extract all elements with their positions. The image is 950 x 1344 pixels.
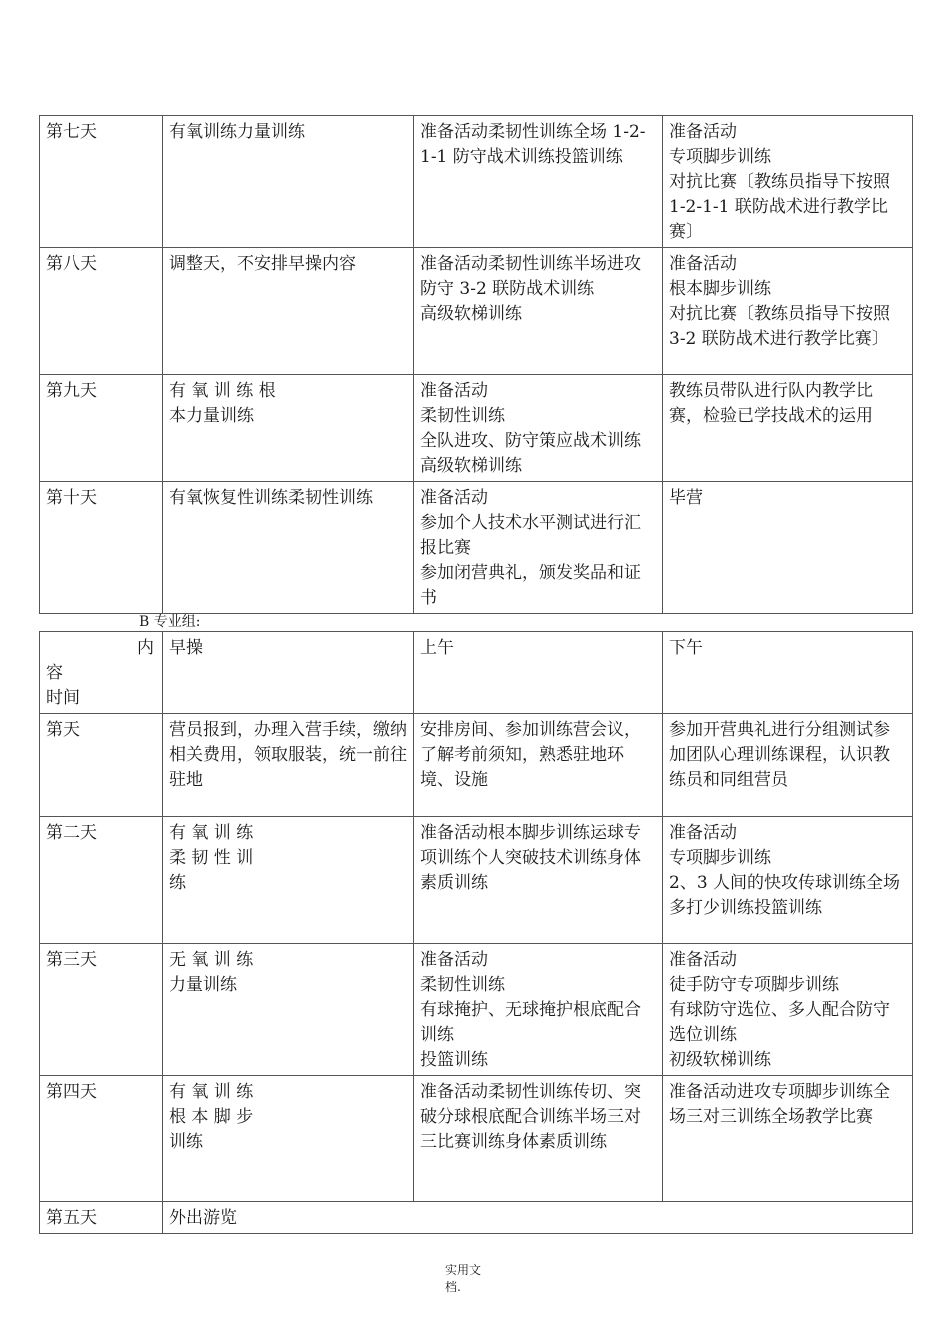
corner-content-label: 内 [137,638,154,658]
morning-cell: 营员报到，办理入营手续，缴纳相关费用，领取服装，统一前往驻地 [163,714,414,817]
morning-cell: 有 氧 训 练 根 本力量训练 [163,375,414,482]
table-row [40,116,913,248]
morning-cell: 调整天，不安排早操内容 [163,248,414,375]
day-cell: 第四天 [40,1076,163,1202]
pm-cell: 毕营 [663,482,913,614]
footer-line-2: 档. [445,1280,461,1294]
am-cell: 准备活动 柔韧性训练 有球掩护、无球掩护根底配合训练 投篮训练 [414,944,663,1076]
header-am: 上午 [414,632,663,714]
footer-line-1: 实用文 [445,1263,482,1277]
section-caption: B 专业组: [139,614,201,630]
pm-cell: 参加开营典礼进行分组测试参加团队心理训练课程，认识教练员和同组营员 [663,714,913,817]
table-row [40,944,913,1076]
page-footer [445,1262,485,1296]
table-row [40,1076,913,1202]
outing-cell: 外出游览 [163,1202,913,1234]
day-cell: 第八天 [40,248,163,375]
day-cell: 第二天 [40,817,163,944]
header-pm: 下午 [663,632,913,714]
corner-time-label: 时间 [46,688,80,708]
schedule-table-a [39,115,913,614]
am-cell: 准备活动柔韧性训练传切、突破分球根底配合训练半场三对三比赛训练身体素质训练 [414,1076,663,1202]
pm-cell: 教练员带队进行队内教学比赛，检验已学技战术的运用 [663,375,913,482]
day-cell: 第天 [40,714,163,817]
pm-cell: 准备活动进攻专项脚步训练全场三对三训练全场教学比赛 [663,1076,913,1202]
corner-header-cell [40,632,163,714]
am-cell: 准备活动柔韧性训练半场进攻防守 3-2 联防战术训练 高级软梯训练 [414,248,663,375]
day-cell: 第五天 [40,1202,163,1234]
pm-cell: 准备活动 专项脚步训练 对抗比赛〔教练员指导下按照 1-2-1-1 联防战术进行教学比赛〕 [663,116,913,248]
morning-cell: 有氧训练力量训练 [163,116,414,248]
morning-cell: 无 氧 训 练 力量训练 [163,944,414,1076]
table-row [40,375,913,482]
am-cell: 准备活动根本脚步训练运球专项训练个人突破技术训练身体素质训练 [414,817,663,944]
morning-cell: 有氧恢复性训练柔韧性训练 [163,482,414,614]
header-morning: 早操 [163,632,414,714]
day-cell: 第七天 [40,116,163,248]
pm-cell: 准备活动 专项脚步训练 2、3 人间的快攻传球训练全场多打少训练投篮训练 [663,817,913,944]
morning-cell: 有 氧 训 练 根 本 脚 步 训练 [163,1076,414,1202]
table-header-row [40,632,913,714]
am-cell: 准备活动 柔韧性训练 全队进攻、防守策应战术训练高级软梯训练 [414,375,663,482]
day-cell: 第三天 [40,944,163,1076]
day-cell: 第九天 [40,375,163,482]
corner-content-label-2: 容 [46,663,63,683]
table-row [40,817,913,944]
morning-cell: 有 氧 训 练 柔 韧 性 训 练 [163,817,414,944]
am-cell: 安排房间、参加训练营会议，了解考前须知，熟悉驻地环境、设施 [414,714,663,817]
table-row [40,248,913,375]
day-cell: 第十天 [40,482,163,614]
table-row [40,1202,913,1234]
table-row [40,714,913,817]
am-cell: 准备活动 参加个人技术水平测试进行汇报比赛 参加闭营典礼，颁发奖品和证书 [414,482,663,614]
table-row [40,482,913,614]
pm-cell: 准备活动 徒手防守专项脚步训练 有球防守选位、多人配合防守选位训练 初级软梯训练 [663,944,913,1076]
am-cell: 准备活动柔韧性训练全场 1-2-1-1 防守战术训练投篮训练 [414,116,663,248]
schedule-table-b [39,631,913,1234]
pm-cell: 准备活动 根本脚步训练 对抗比赛〔教练员指导下按照 3-2 联防战术进行教学比赛〕 [663,248,913,375]
